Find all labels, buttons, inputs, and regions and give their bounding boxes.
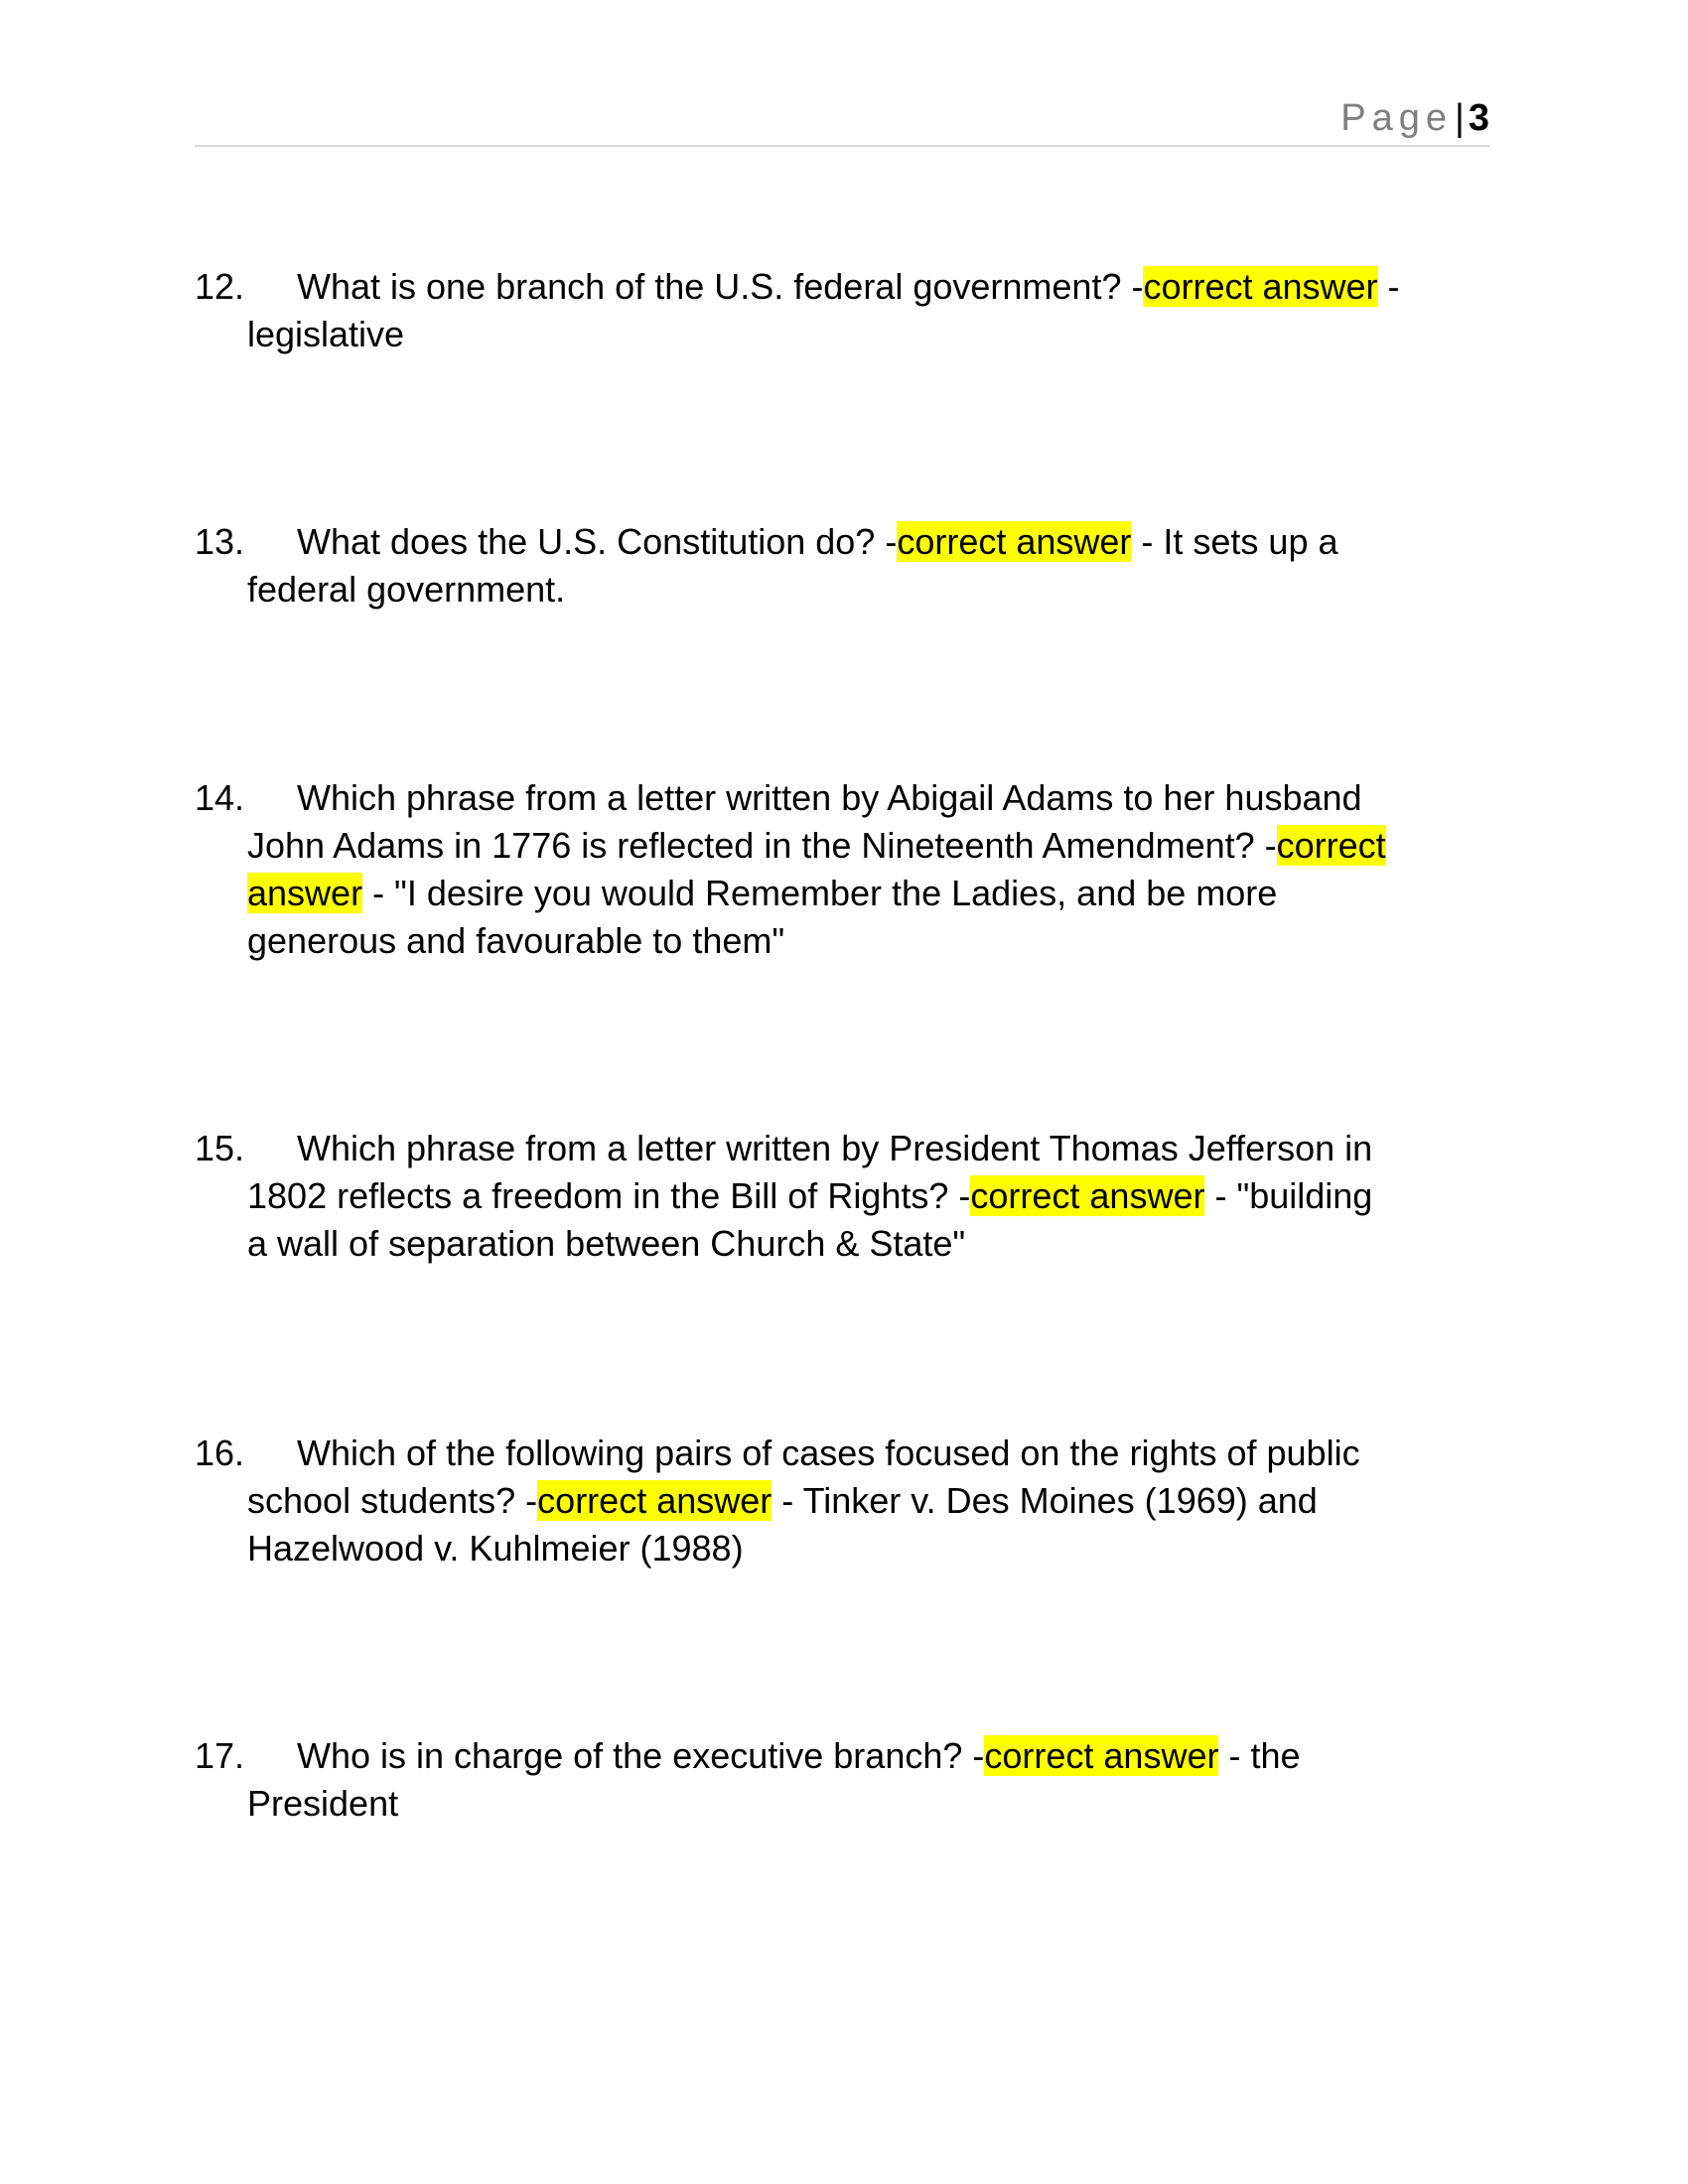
answer-highlight: correct answer: [984, 1735, 1219, 1776]
header-divider: [195, 145, 1489, 147]
answer-highlight: correct answer: [537, 1480, 773, 1521]
question-12: [195, 263, 1505, 358]
answer-highlight: answer: [247, 873, 363, 913]
question-line: [195, 1172, 1505, 1220]
question-line: [195, 917, 1505, 965]
question-line: [195, 1780, 1505, 1828]
question-line: [195, 566, 1505, 614]
question-text: 1802 reflects a freedom in the Bill of Rights? -: [247, 1175, 971, 1216]
question-number: 15.: [195, 1128, 245, 1168]
question-line: [195, 1125, 1505, 1172]
question-line: [195, 1430, 1505, 1477]
answer-text: a wall of separation between Church & State": [247, 1223, 966, 1264]
question-text: What does the U.S. Constitution do? -: [297, 521, 898, 562]
answer-highlight: correct answer: [1143, 266, 1378, 307]
answer-text: - "I desire you would Remember the Ladies, and be more: [362, 873, 1278, 913]
question-number: 17.: [195, 1735, 245, 1776]
answer-text: federal government.: [247, 569, 566, 610]
answer-text: -: [1377, 266, 1400, 307]
question-number: 14.: [195, 777, 245, 818]
question-17: [195, 1732, 1505, 1828]
question-text: Which phrase from a letter written by President Thomas Jefferson in: [297, 1128, 1373, 1168]
question-text: Which phrase from a letter written by Abigail Adams to her husband: [297, 777, 1362, 818]
question-14: [195, 774, 1505, 965]
answer-highlight: correct: [1276, 825, 1386, 866]
question-line: [195, 822, 1505, 870]
question-text: John Adams in 1776 is reflected in the Nineteenth Amendment? -: [247, 825, 1277, 866]
question-13: [195, 518, 1505, 614]
question-line: [195, 263, 1505, 311]
question-line: [195, 774, 1505, 822]
question-number: 12.: [195, 266, 245, 307]
question-line: [195, 518, 1505, 566]
answer-text: legislative: [247, 314, 405, 354]
question-text: Who is in charge of the executive branch? -: [297, 1735, 985, 1776]
answer-text: - the: [1218, 1735, 1301, 1776]
answer-highlight: correct answer: [970, 1175, 1205, 1216]
question-line: [195, 1732, 1505, 1780]
answer-text: - It sets up a: [1131, 521, 1338, 562]
question-text: What is one branch of the U.S. federal government? -: [297, 266, 1144, 307]
question-line: [195, 870, 1505, 917]
answer-text: - Tinker v. Des Moines (1969) and: [772, 1480, 1318, 1521]
question-line: [195, 311, 1505, 358]
question-line: [195, 1525, 1505, 1572]
page-header: [195, 91, 1489, 146]
question-text: school students? -: [247, 1480, 538, 1521]
answer-text: - "building: [1204, 1175, 1373, 1216]
answer-text: Hazelwood v. Kuhlmeier (1988): [247, 1528, 744, 1569]
question-text: Which of the following pairs of cases focused on the rights of public: [297, 1433, 1360, 1473]
page-label: Page: [1340, 97, 1453, 139]
answer-text: President: [247, 1783, 399, 1824]
page-number: 3: [1468, 97, 1489, 139]
question-line: [195, 1220, 1505, 1268]
question-number: 16.: [195, 1433, 245, 1473]
question-16: [195, 1430, 1505, 1572]
question-15: [195, 1125, 1505, 1268]
answer-highlight: correct answer: [897, 521, 1132, 562]
answer-text: generous and favourable to them": [247, 920, 785, 961]
page-separator: |: [1454, 97, 1465, 139]
question-number: 13.: [195, 521, 245, 562]
question-line: [195, 1477, 1505, 1525]
